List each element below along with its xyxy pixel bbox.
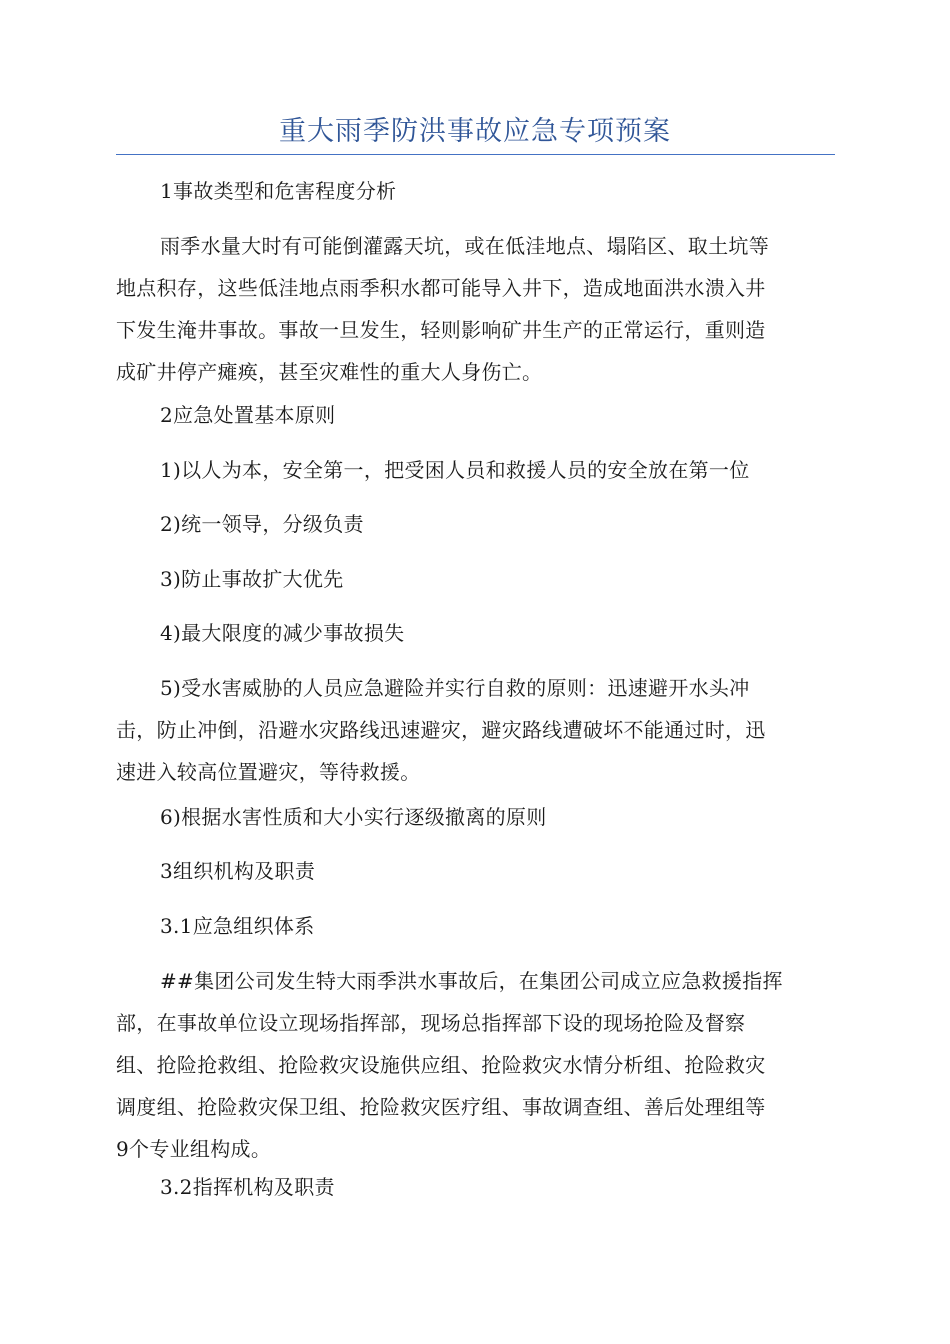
text-line: 3组织机构及职责 bbox=[160, 859, 316, 883]
principle-item-6 bbox=[116, 796, 835, 838]
section-heading-3 bbox=[116, 850, 835, 892]
text-line: ##集团公司发生特大雨季洪水事故后，在集团公司成立应急救援指挥 bbox=[160, 969, 783, 993]
paragraph-hazard-analysis bbox=[116, 225, 835, 393]
section-heading-1 bbox=[116, 170, 835, 212]
text-line: 5)受水害威胁的人员应急避险并实行自救的原则：迅速避开水头冲 bbox=[160, 676, 750, 700]
text-line: 地点积存，这些低洼地点雨季积水都可能导入井下，造成地面洪水溃入井 bbox=[116, 276, 766, 300]
document-title: 重大雨季防洪事故应急专项预案 bbox=[279, 116, 671, 147]
text-line: 1事故类型和危害程度分析 bbox=[160, 179, 397, 203]
text-line: 部，在事故单位设立现场指挥部，现场总指挥部下设的现场抢险及督察 bbox=[116, 1011, 746, 1035]
text-line: 3.2指挥机构及职责 bbox=[160, 1175, 335, 1199]
principle-item-1 bbox=[116, 449, 835, 491]
paragraph-organization bbox=[116, 960, 835, 1170]
text-line: 9个专业组构成。 bbox=[116, 1137, 272, 1161]
subsection-heading-3-1 bbox=[116, 905, 835, 947]
text-line: 1)以人为本，安全第一，把受困人员和救援人员的安全放在第一位 bbox=[160, 458, 750, 482]
text-line: 2应急处置基本原则 bbox=[160, 403, 336, 427]
principle-item-2 bbox=[116, 503, 835, 545]
principle-item-4 bbox=[116, 612, 835, 654]
text-line: 6)根据水害性质和大小实行逐级撤离的原则 bbox=[160, 805, 547, 829]
section-heading-2 bbox=[116, 394, 835, 436]
text-line: 3.1应急组织体系 bbox=[160, 914, 315, 938]
text-line: 成矿井停产瘫痪，甚至灾难性的重大人身伤亡。 bbox=[116, 360, 543, 384]
text-line: 3)防止事故扩大优先 bbox=[160, 567, 344, 591]
principle-item-5 bbox=[116, 667, 835, 793]
text-line: 击，防止冲倒，沿避水灾路线迅速避灾，避灾路线遭破坏不能通过时，迅 bbox=[116, 718, 766, 742]
subsection-heading-3-2 bbox=[116, 1166, 835, 1208]
title-underline bbox=[116, 154, 835, 155]
text-line: 调度组、抢险救灾保卫组、抢险救灾医疗组、事故调查组、善后处理组等 bbox=[116, 1095, 766, 1119]
principle-item-3 bbox=[116, 558, 835, 600]
text-line: 速进入较高位置避灾，等待救援。 bbox=[116, 760, 421, 784]
text-line: 组、抢险抢救组、抢险救灾设施供应组、抢险救灾水情分析组、抢险救灾 bbox=[116, 1053, 766, 1077]
text-line: 雨季水量大时有可能倒灌露天坑，或在低洼地点、塌陷区、取土坑等 bbox=[160, 234, 769, 258]
text-line: 4)最大限度的减少事故损失 bbox=[160, 621, 405, 645]
text-line: 下发生淹井事故。事故一旦发生，轻则影响矿井生产的正常运行，重则造 bbox=[116, 318, 766, 342]
text-line: 2)统一领导，分级负责 bbox=[160, 512, 364, 536]
